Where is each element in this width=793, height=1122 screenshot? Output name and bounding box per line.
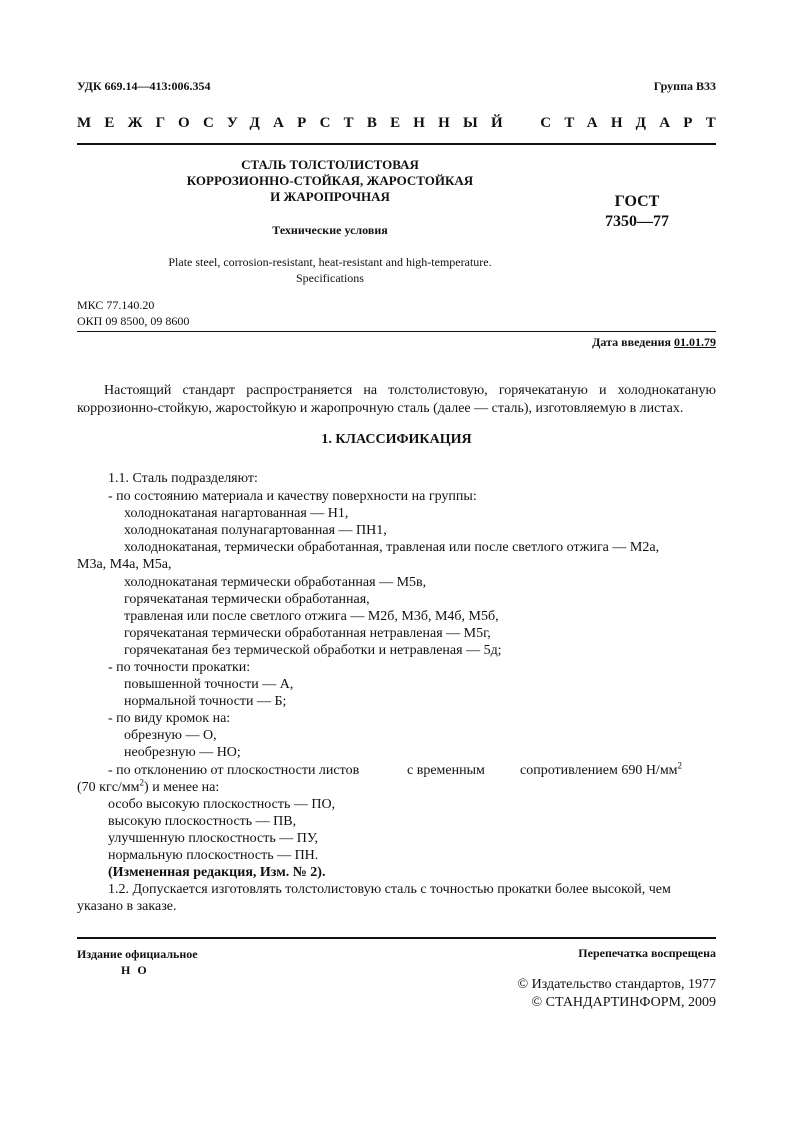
clause-line: 1.2. Допускается изготовлять толстолистовую сталь с точностью прокатки более высокой, чем bbox=[108, 882, 671, 897]
document-subtitle: Технические условия bbox=[272, 223, 388, 237]
gost-label: ГОСТ bbox=[614, 193, 660, 210]
unit-text: ) и менее на: bbox=[144, 780, 220, 795]
section-body bbox=[77, 470, 716, 914]
clause-line: - по состоянию материала и качеству поверхности на группы: bbox=[108, 489, 477, 504]
clause-line: - по точности прокатки: bbox=[108, 660, 251, 675]
unit-text: сопротивлением 690 Н/мм bbox=[520, 763, 678, 778]
clause-line: холоднокатаная термически обработанная — М5в, bbox=[124, 575, 427, 590]
reprint-notice: Перепечатка воспрещена bbox=[578, 946, 716, 960]
document-title-line2: КОРРОЗИОННО-СТОЙКАЯ, ЖАРОСТОЙКАЯ bbox=[186, 173, 474, 188]
official-edition-label: Издание официальное bbox=[77, 947, 198, 961]
intro-paragraph: Настоящий стандарт распространяется на толстолистовую, горячекатаную и холоднокатаную коррозионно-стойкую, жаростойкую и жаропрочную сталь (далее — сталь), изготовляемую в листах. bbox=[77, 383, 716, 416]
clause-line: горячекатаная термически обработанная нетравленая — М5г, bbox=[124, 626, 491, 641]
clause-line: улучшенную плоскостность — ПУ, bbox=[108, 831, 318, 846]
amendment-note: (Измененная редакция, Изм. № 2). bbox=[108, 865, 326, 880]
clause-line: нормальной точности — Б; bbox=[124, 694, 287, 709]
gost-number: 7350—77 bbox=[605, 213, 669, 230]
clause-line bbox=[520, 762, 682, 780]
introduction-date-label: Дата введения bbox=[592, 335, 671, 349]
codes-divider bbox=[77, 331, 716, 332]
clause-line: горячекатаная термически обработанная, bbox=[124, 592, 370, 607]
clause-line: высокую плоскостность — ПВ, bbox=[108, 814, 297, 829]
clause-line: холоднокатаная полунагартованная — ПН1, bbox=[124, 523, 387, 538]
clause-line: - по виду кромок на: bbox=[108, 711, 231, 726]
interstate-word: МЕЖГОСУДАРСТВЕННЫЙ bbox=[77, 115, 516, 131]
header-divider bbox=[77, 143, 716, 145]
document-title-line3: И ЖАРОПРОЧНАЯ bbox=[270, 189, 390, 204]
english-title-line2: Specifications bbox=[296, 271, 364, 285]
clause-line: холоднокатаная, термически обработанная, травленая или после светлого отжига — М2а, bbox=[124, 540, 660, 555]
footer-divider bbox=[77, 937, 716, 939]
clause-line: необрезную — НО; bbox=[124, 745, 241, 760]
document-title-line1: СТАЛЬ ТОЛСТОЛИСТОВАЯ bbox=[241, 157, 419, 172]
copyright-line2: © СТАНДАРТИНФОРМ, 2009 bbox=[531, 995, 716, 1010]
clause-line: травленая или после светлого отжига — М2б, М3б, М4б, М5б, bbox=[124, 609, 499, 624]
group-code: Группа В33 bbox=[653, 79, 716, 93]
clause-line: 1.1. Сталь подразделяют: bbox=[108, 471, 258, 486]
clause-line: указано в заказе. bbox=[77, 899, 177, 914]
clause-line: повышенной точности — А, bbox=[124, 677, 294, 692]
clause-line: - по отклонению от плоскостности листов bbox=[108, 763, 360, 778]
clause-line: с временным bbox=[407, 763, 485, 778]
superscript: 2 bbox=[677, 760, 683, 771]
superscript: 2 bbox=[139, 777, 145, 788]
classification-codes bbox=[77, 297, 189, 329]
okp-code: ОКП 09 8500, 09 8600 bbox=[77, 314, 190, 328]
clause-line: М3а, М4а, М5а, bbox=[77, 557, 172, 572]
official-edition bbox=[77, 946, 198, 978]
english-title bbox=[77, 254, 583, 286]
section-heading: 1. КЛАССИФИКАЦИЯ bbox=[321, 432, 472, 447]
mks-code: МКС 77.140.20 bbox=[77, 298, 155, 312]
clause-line: горячекатаная без термической обработки и нетравленая — 5д; bbox=[124, 643, 502, 658]
unit-text: (70 кгс/мм bbox=[77, 780, 140, 795]
clause-line: холоднокатаная нагартованная — Н1, bbox=[124, 506, 349, 521]
clause-line: обрезную — О, bbox=[124, 728, 217, 743]
clause-line bbox=[77, 779, 219, 797]
udk-code: УДК 669.14—413:006.354 bbox=[77, 79, 211, 93]
edition-letters: Н О bbox=[121, 963, 149, 977]
clause-line: нормальную плоскостность — ПН. bbox=[108, 848, 319, 863]
english-title-line1: Plate steel, corrosion-resistant, heat-resistant and high-temperature. bbox=[168, 255, 492, 269]
clause-line: особо высокую плоскостность — ПО, bbox=[108, 797, 336, 812]
interstate-standard-banner bbox=[77, 115, 729, 137]
copyright-line1: © Издательство стандартов, 1977 bbox=[517, 977, 716, 992]
introduction-date bbox=[592, 335, 716, 350]
standard-word: СТАНДАРТ bbox=[540, 115, 729, 131]
introduction-date-value: 01.01.79 bbox=[674, 335, 716, 349]
